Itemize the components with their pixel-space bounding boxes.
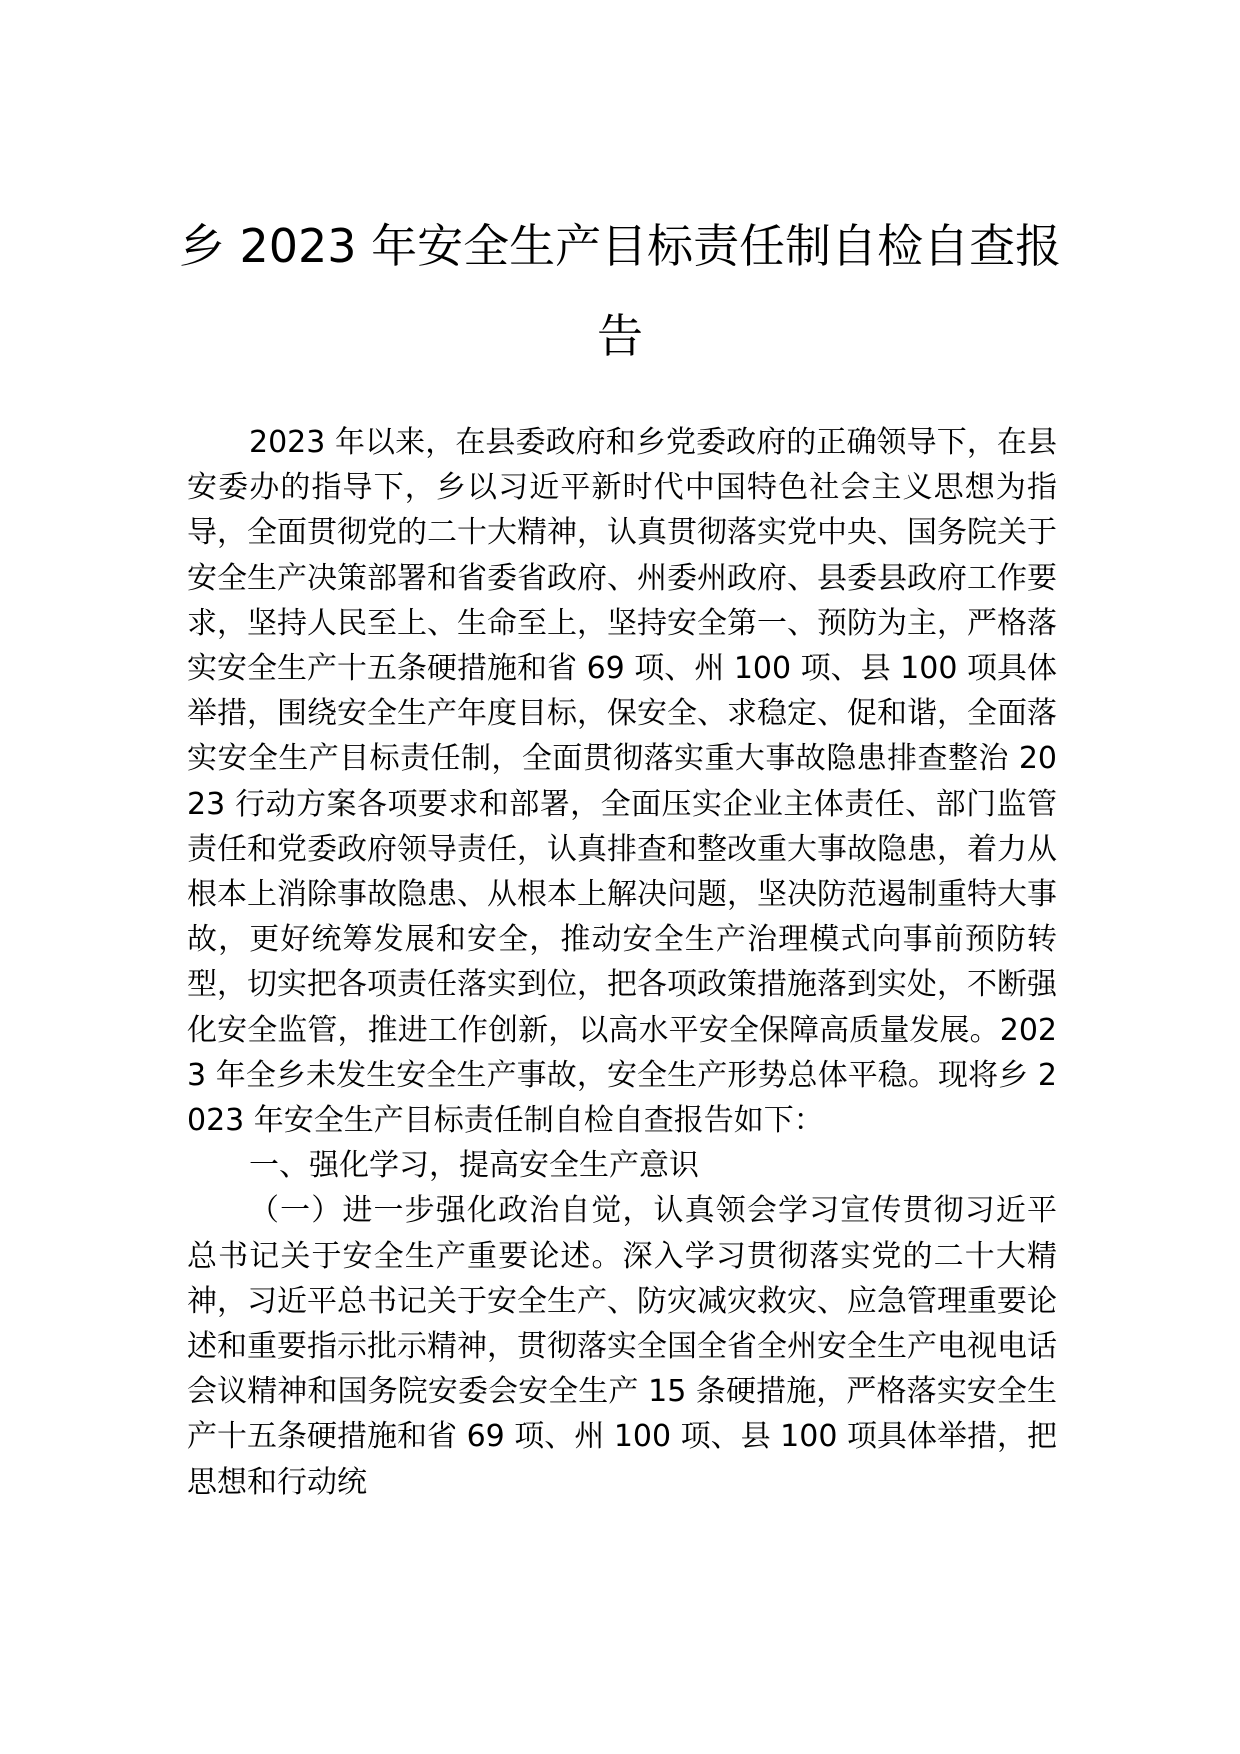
document-body xyxy=(187,420,1057,1505)
document-title-line-1: 乡 2023 年安全生产目标责任制自检自查报 xyxy=(178,219,1062,273)
section-heading-1: 一、强化学习，提高安全生产意识 xyxy=(249,1148,699,1184)
intro-paragraph: 2023 年以来，在县委政府和乡党委政府的正确领导下，在县安委办的指导下，乡以习近平新时代中国特色社会主义思想为指导，全面贯彻党的二十大精神，认真贯彻落实党中央、国务院关于安全生产决策部署和省委省政府、州委州政府、县委县政府工作要求，坚持人民至上、生命至上，坚持安全第一、预防为主，严格落实安全生产十五条硬措施和省 69 项、州 100 项、县 100 项具体举措，围绕安全生产年度目标，保安全、求稳定、促和谐，全面落实安全生产目标责任制，全面贯彻落实重大事故隐患排查整治 2023 行动方案各项要求和部署，全面压实企业主体责任、部门监管责任和党委政府领导责任，认真排查和整改重大事故隐患，着力从根本上消除事故隐患、从根本上解决问题，坚决防范遏制重特大事故，更好统筹发展和安全，推动安全生产治理模式向事前预防转型，切实把各项责任落实到位，把各项政策措施落到实处，不断强化安全监管，推进工作创新，以高水平安全保障高质量发展。2023 年全乡未发生安全生产事故，安全生产形势总体平稳。现将乡 2023 年安全生产目标责任制自检自查报告如下： xyxy=(187,425,1057,1139)
subsection-paragraph-1: （一）进一步强化政治自觉，认真领会学习宣传贯彻习近平总书记关于安全生产重要论述。深入学习贯彻落实党的二十大精神，习近平总书记关于安全生产、防灾减灾救灾、应急管理重要论述和重要指示批示精神，贯彻落实全国全省全州安全生产电视电话会议精神和国务院安委会安全生产 15 条硬措施，严格落实安全生产十五条硬措施和省 69 项、州 100 项、县 100 项具体举措，把思想和行动统 xyxy=(187,1193,1057,1500)
document-title-line-2: 告 xyxy=(597,309,643,363)
